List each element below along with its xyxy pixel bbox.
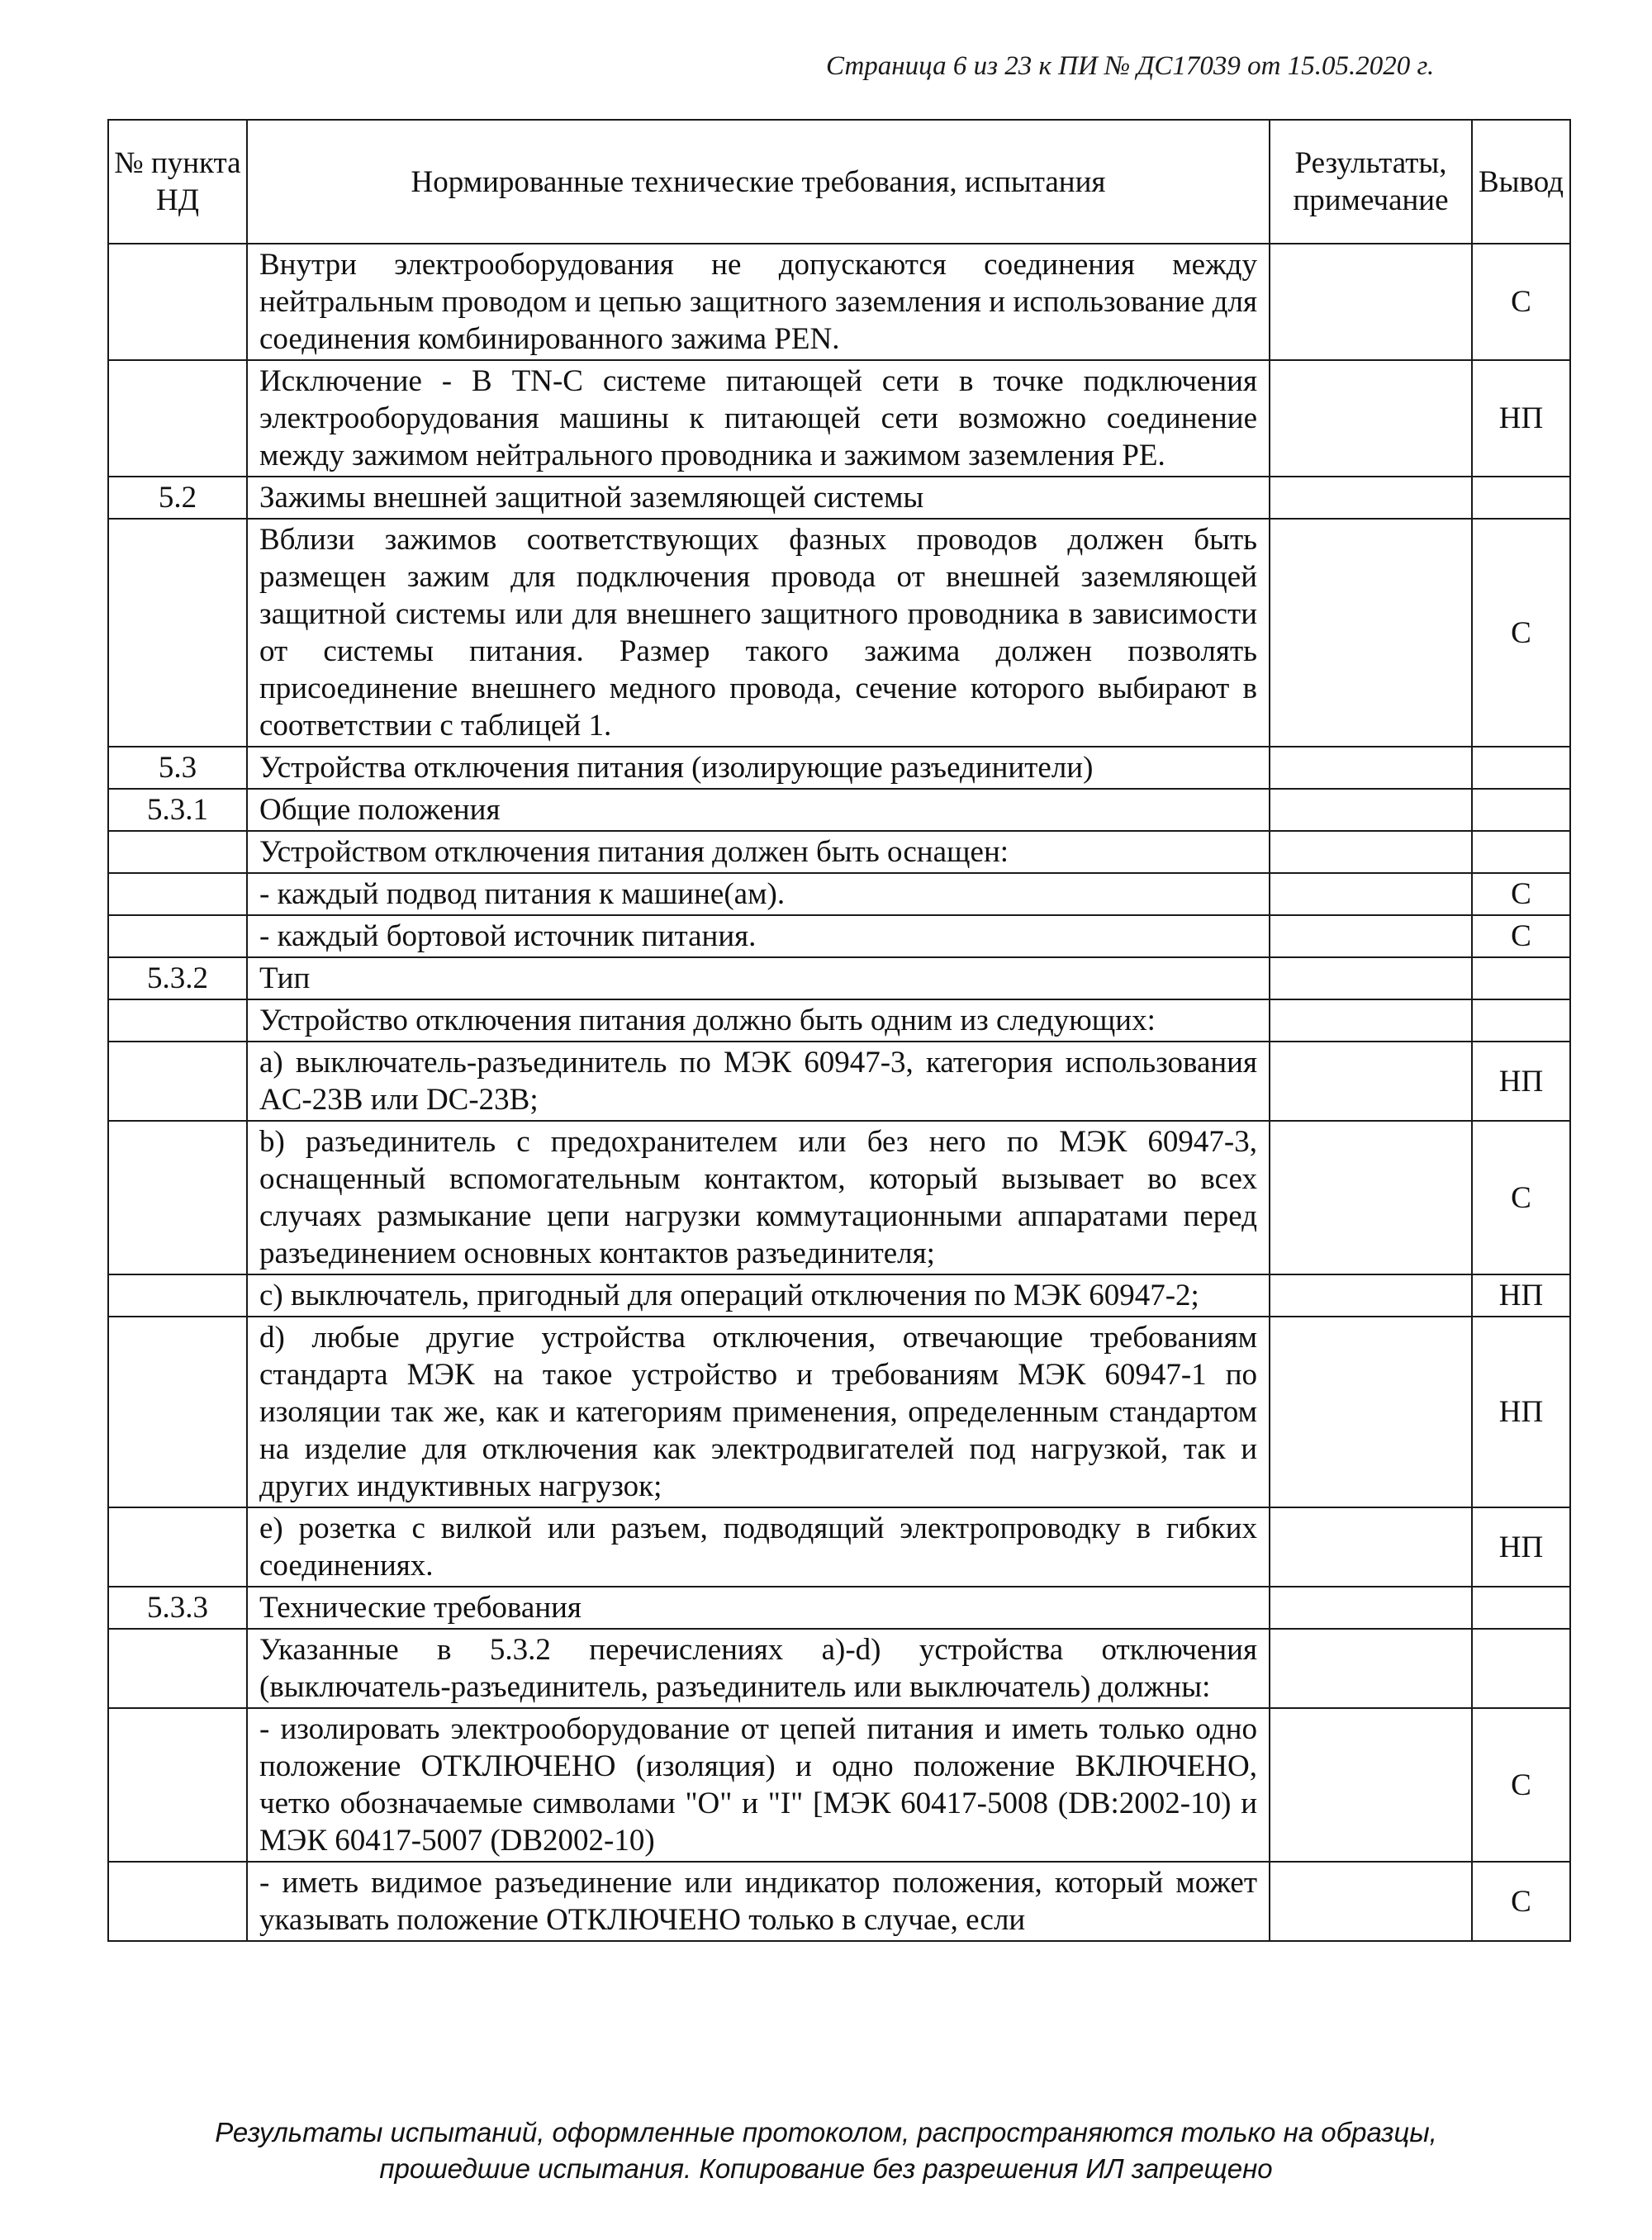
result-note (1270, 519, 1472, 747)
clause-number (108, 1274, 247, 1317)
result-note (1270, 831, 1472, 873)
table-header-row (108, 120, 1570, 244)
verdict: НП (1472, 1274, 1570, 1317)
verdict (1472, 1629, 1570, 1708)
requirement-text: - каждый бортовой источник питания. (247, 915, 1270, 957)
verdict (1472, 831, 1570, 873)
verdict: С (1472, 1862, 1570, 1941)
clause-number (108, 831, 247, 873)
clause-number: 5.3.2 (108, 957, 247, 999)
verdict: С (1472, 1708, 1570, 1862)
result-note (1270, 360, 1472, 477)
clause-number (108, 360, 247, 477)
footer-line-2: прошедшие испытания. Копирование без разрешения ИЛ запрещено (379, 2153, 1273, 2184)
requirement-text: Тип (247, 957, 1270, 999)
requirement-text: d) любые другие устройства отключения, отвечающие требованиям стандарта МЭК на такое устройство и требованиям МЭК 60947-1 по изоляции так же, как и категориям применения, определенным стандартом на изделие для отключения как электродвигателей под нагрузкой, так и других индуктивных нагрузок; (247, 1317, 1270, 1507)
table-row (108, 1587, 1570, 1629)
table-row (108, 477, 1570, 519)
clause-number (108, 1708, 247, 1862)
table-row (108, 957, 1570, 999)
verdict: С (1472, 873, 1570, 915)
requirement-text: Устройство отключения питания должно быть одним из следующих: (247, 999, 1270, 1042)
table-row (108, 1274, 1570, 1317)
column-header-results: Результаты, примечание (1270, 120, 1472, 244)
clause-number (108, 519, 247, 747)
verdict: С (1472, 915, 1570, 957)
result-note (1270, 999, 1472, 1042)
requirement-text: Вблизи зажимов соответствующих фазных проводов должен быть размещен зажим для подключения провода от внешней заземляющей защитной системы или для внешнего защитного проводника в зависимости от системы питания. Размер такого зажима должен позволять присоединение внешнего медного провода, сечение которого выбирают в соответствии с таблицей 1. (247, 519, 1270, 747)
requirement-text: Общие положения (247, 789, 1270, 831)
verdict (1472, 1587, 1570, 1629)
clause-number (108, 915, 247, 957)
table-row (108, 831, 1570, 873)
verdict: НП (1472, 1042, 1570, 1121)
requirement-text: - иметь видимое разъединение или индикатор положения, который может указывать положение ОТКЛЮЧЕНО только в случае, если (247, 1862, 1270, 1941)
footer-line-1: Результаты испытаний, оформленные протоколом, распространяются только на образцы, (215, 2117, 1437, 2147)
requirement-text: e) розетка с вилкой или разъем, подводящий электропроводку в гибких соединениях. (247, 1507, 1270, 1587)
table-row (108, 789, 1570, 831)
verdict (1472, 957, 1570, 999)
table-row (108, 1629, 1570, 1708)
clause-number (108, 873, 247, 915)
requirement-text: Указанные в 5.3.2 перечислениях а)-d) устройства отключения (выключатель-разъединитель, разъединитель или выключатель) должны: (247, 1629, 1270, 1708)
clause-number: 5.3.1 (108, 789, 247, 831)
clause-number: 5.2 (108, 477, 247, 519)
clause-number (108, 244, 247, 360)
table-row (108, 999, 1570, 1042)
result-note (1270, 1121, 1472, 1274)
result-note (1270, 244, 1472, 360)
column-header-requirements: Нормированные технические требования, испытания (247, 120, 1270, 244)
requirement-text: - изолировать электрооборудование от цепей питания и иметь только одно положение ОТКЛЮЧЕНО (изоляция) и одно положение ВКЛЮЧЕНО, четко обозначаемые символами "О" и "I" [МЭК 60417-5008 (DB:2002-10) и МЭК 60417-5007 (DB2002-10) (247, 1708, 1270, 1862)
verdict (1472, 747, 1570, 789)
requirement-text: а) выключатель-разъединитель по МЭК 60947-3, категория использования AC-23B или DC-23B; (247, 1042, 1270, 1121)
requirement-text: Технические требования (247, 1587, 1270, 1629)
footer (0, 2114, 1652, 2187)
table-row (108, 915, 1570, 957)
requirement-text: c) выключатель, пригодный для операций отключения по МЭК 60947-2; (247, 1274, 1270, 1317)
verdict (1472, 789, 1570, 831)
clause-number: 5.3 (108, 747, 247, 789)
table-row (108, 1042, 1570, 1121)
table-row (108, 360, 1570, 477)
result-note (1270, 789, 1472, 831)
result-note (1270, 873, 1472, 915)
result-note (1270, 747, 1472, 789)
verdict: НП (1472, 1317, 1570, 1507)
requirement-text: b) разъединитель с предохранителем или без него по МЭК 60947-3, оснащенный вспомогательным контактом, который вызывает во всех случаях размыкание цепи нагрузки коммутационными аппаратами перед разъединением основных контактов разъединителя; (247, 1121, 1270, 1274)
table-row (108, 1121, 1570, 1274)
clause-number (108, 1317, 247, 1507)
verdict (1472, 477, 1570, 519)
table-row (108, 873, 1570, 915)
result-note (1270, 1587, 1472, 1629)
column-header-num: № пункта НД (108, 120, 247, 244)
requirement-text: Зажимы внешней защитной заземляющей системы (247, 477, 1270, 519)
verdict: С (1472, 519, 1570, 747)
requirement-text: Внутри электрооборудования не допускаются соединения между нейтральным проводом и цепью защитного заземления и использование для соединения комбинированного зажима PEN. (247, 244, 1270, 360)
table-row (108, 1708, 1570, 1862)
requirement-text: Устройства отключения питания (изолирующие разъединители) (247, 747, 1270, 789)
clause-number (108, 1042, 247, 1121)
requirements-table (107, 119, 1571, 1942)
clause-number (108, 1121, 247, 1274)
table-row (108, 747, 1570, 789)
clause-number (108, 1862, 247, 1941)
requirement-text: - каждый подвод питания к машине(ам). (247, 873, 1270, 915)
table-body (108, 244, 1570, 1941)
result-note (1270, 1042, 1472, 1121)
table-row (108, 1317, 1570, 1507)
table-row (108, 1507, 1570, 1587)
verdict: С (1472, 1121, 1570, 1274)
clause-number (108, 1507, 247, 1587)
verdict (1472, 999, 1570, 1042)
requirement-text: Устройством отключения питания должен быть оснащен: (247, 831, 1270, 873)
column-header-verdict: Вывод (1472, 120, 1570, 244)
table-row (108, 1862, 1570, 1941)
table-row (108, 244, 1570, 360)
result-note (1270, 477, 1472, 519)
table-row (108, 519, 1570, 747)
clause-number (108, 1629, 247, 1708)
page-header: Страница 6 из 23 к ПИ № ДС17039 от 15.05.2020 г. (826, 51, 1435, 81)
result-note (1270, 915, 1472, 957)
verdict: НП (1472, 1507, 1570, 1587)
result-note (1270, 1708, 1472, 1862)
clause-number: 5.3.3 (108, 1587, 247, 1629)
result-note (1270, 1317, 1472, 1507)
result-note (1270, 1507, 1472, 1587)
clause-number (108, 999, 247, 1042)
result-note (1270, 1862, 1472, 1941)
requirement-text: Исключение - В TN-С системе питающей сети в точке подключения электрооборудования машины к питающей сети возможно соединение между зажимом нейтрального проводника и зажимом заземления PE. (247, 360, 1270, 477)
verdict: НП (1472, 360, 1570, 477)
result-note (1270, 957, 1472, 999)
verdict: С (1472, 244, 1570, 360)
result-note (1270, 1274, 1472, 1317)
result-note (1270, 1629, 1472, 1708)
